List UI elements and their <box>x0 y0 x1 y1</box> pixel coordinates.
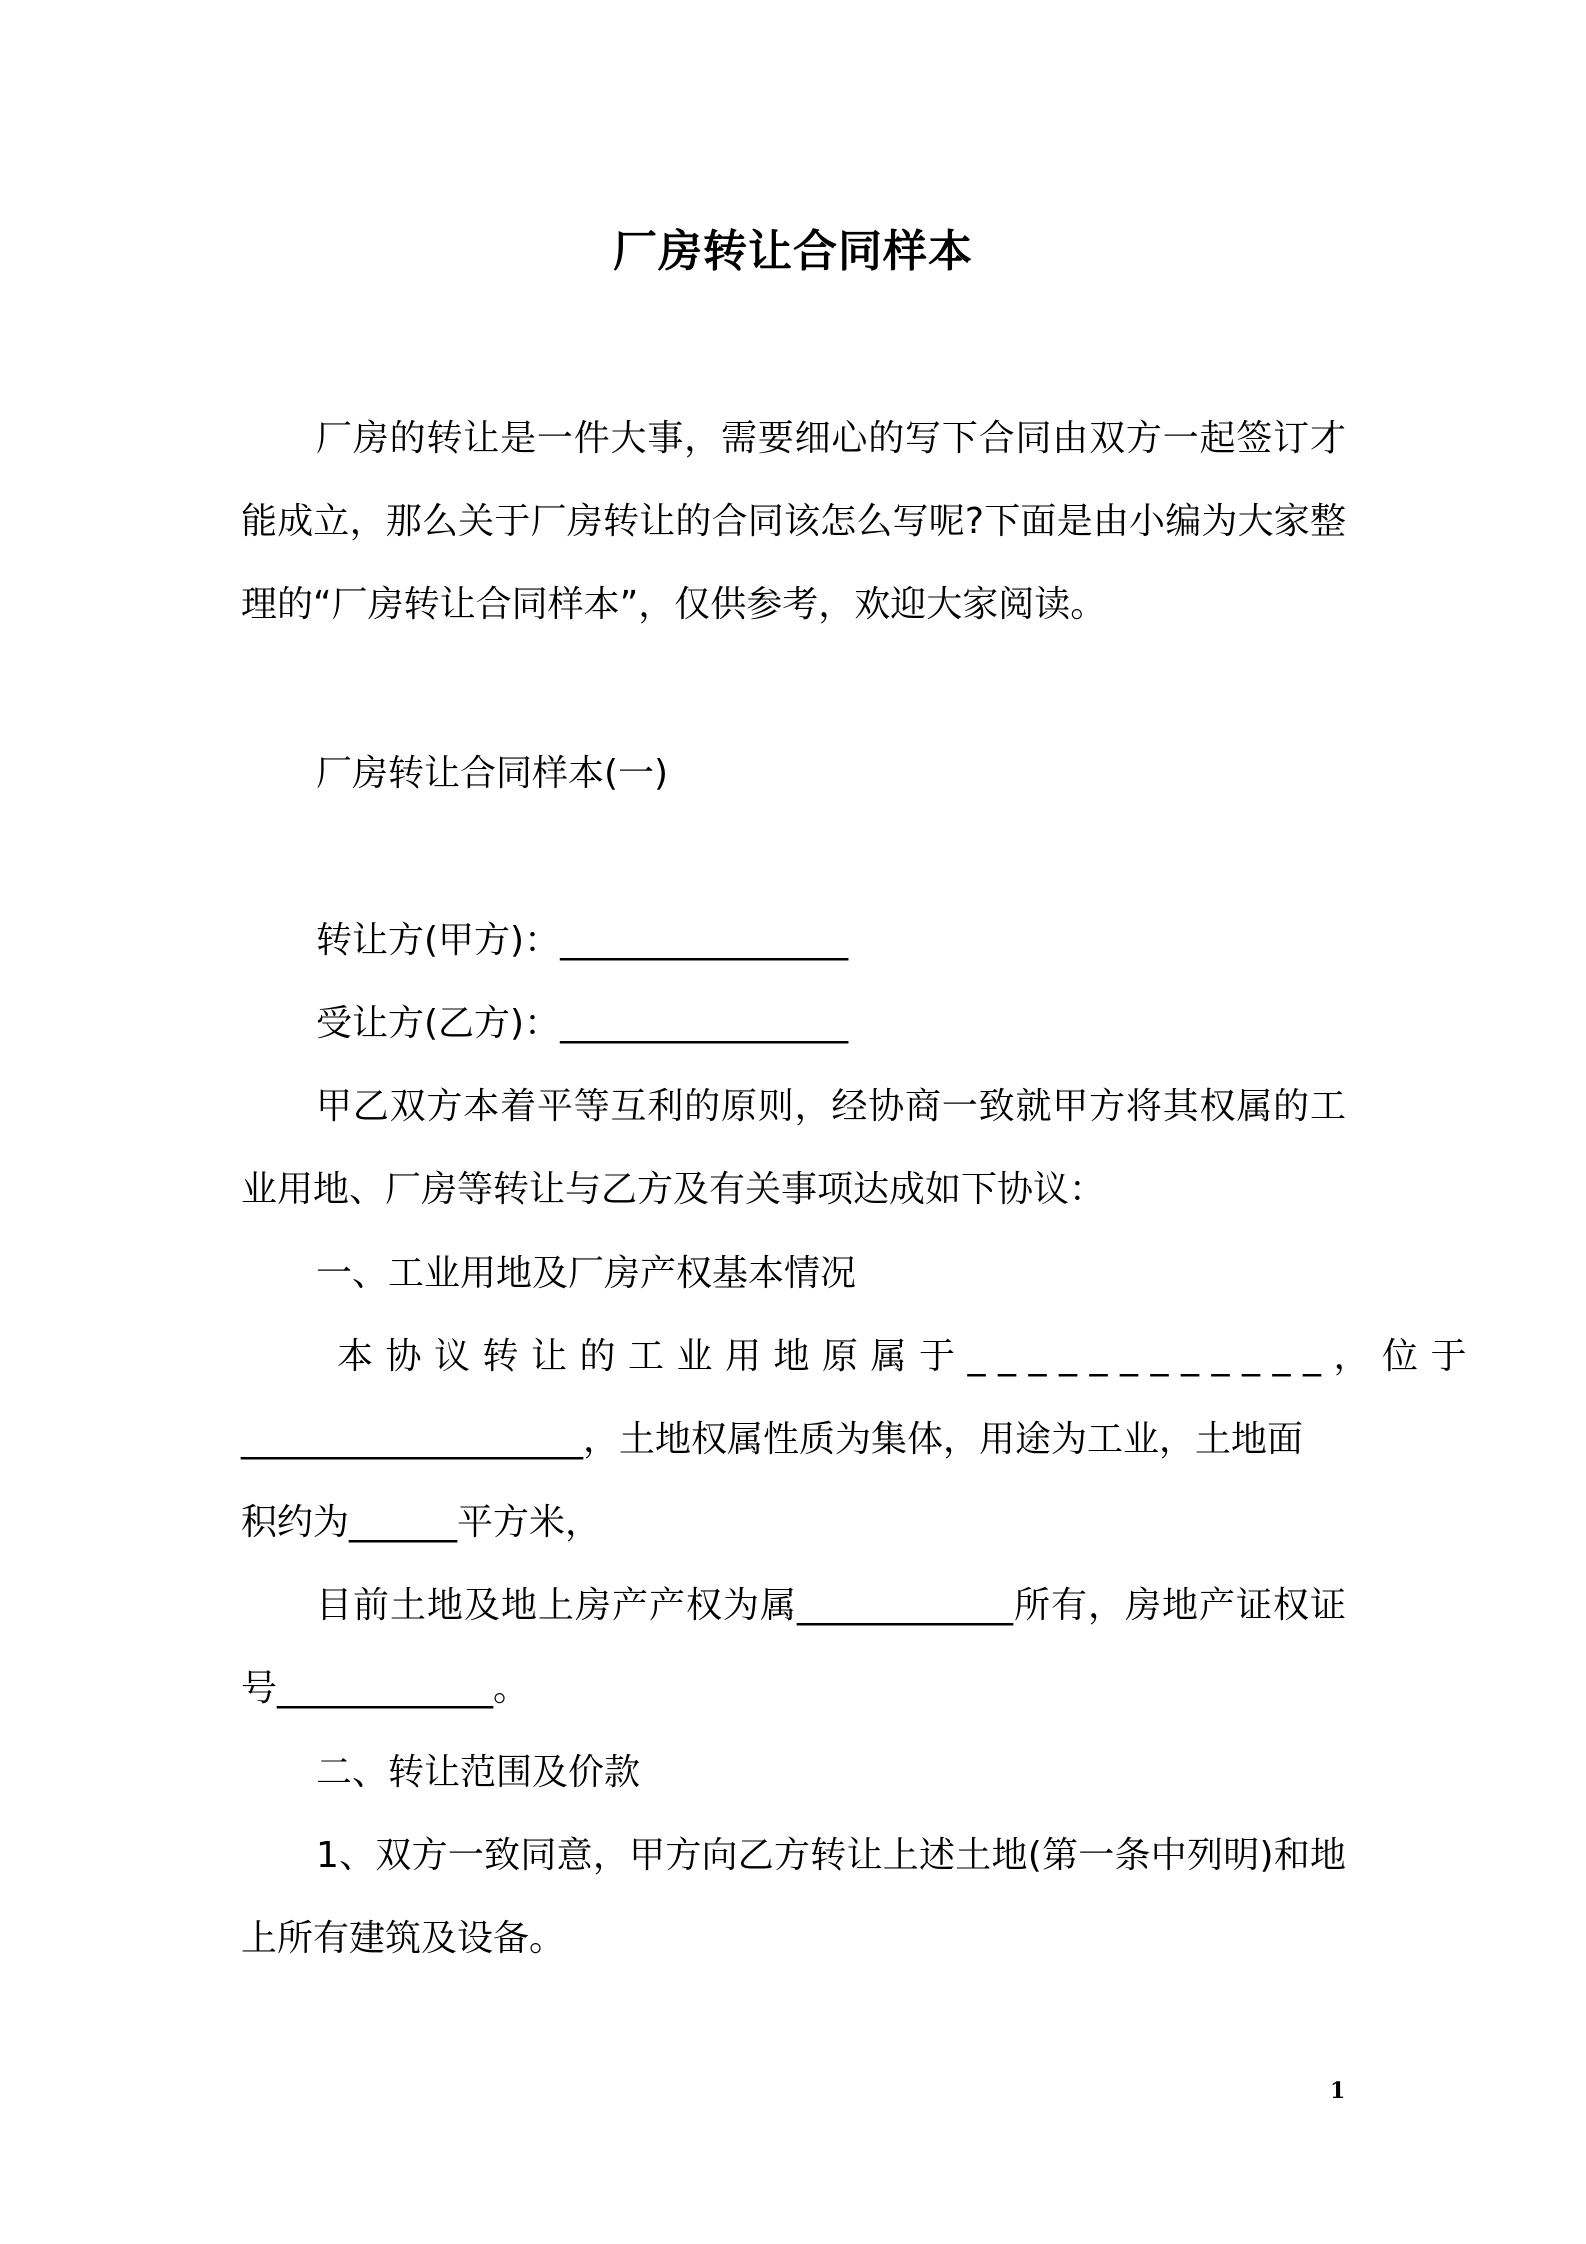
page-number: 1 <box>1330 2078 1346 2104</box>
party-b-line: 受让方(乙方)：________________ <box>316 1003 849 1044</box>
section2-heading: 二、转让范围及价款 <box>316 1752 641 1793</box>
preamble-paragraph: 甲乙双方本着平等互利的原则，经协商一致就甲方将其权属的工业用地、厂房等转让与乙方及有关事项达成如下协议： <box>241 1086 1346 1210</box>
intro-paragraph: 厂房的转让是一件大事，需要细心的写下合同由双方一起签订才能成立，那么关于厂房转让的合同该怎么写呢?下面是由小编为大家整理的“厂房转让合同样本”，仅供参考，欢迎大家阅读。 <box>241 418 1346 625</box>
party-a-line: 转让方(甲方)：________________ <box>316 920 849 961</box>
sample-heading: 厂房转让合同样本(一) <box>316 753 669 794</box>
document-title: 厂房转让合同样本 <box>613 226 973 277</box>
section2-item1: 1、双方一致同意，甲方向乙方转让上述土地(第一条中列明)和地上所有建筑及设备。 <box>241 1835 1346 1959</box>
section1-heading: 一、工业用地及厂房产权基本情况 <box>316 1253 857 1294</box>
section1-p2: 目前土地及地上房产产权为属____________所有，房地产证权证号____________。 <box>241 1585 1346 1709</box>
section1-p1-line3: 积约为______平方米， <box>241 1502 602 1543</box>
section1-p1-line1: 本协议转让的工业用地原属于____________，位于 <box>337 1336 1480 1377</box>
section1-p1-line2: ___________________，土地权属性质为集体，用途为工业，土地面 <box>241 1419 1304 1460</box>
